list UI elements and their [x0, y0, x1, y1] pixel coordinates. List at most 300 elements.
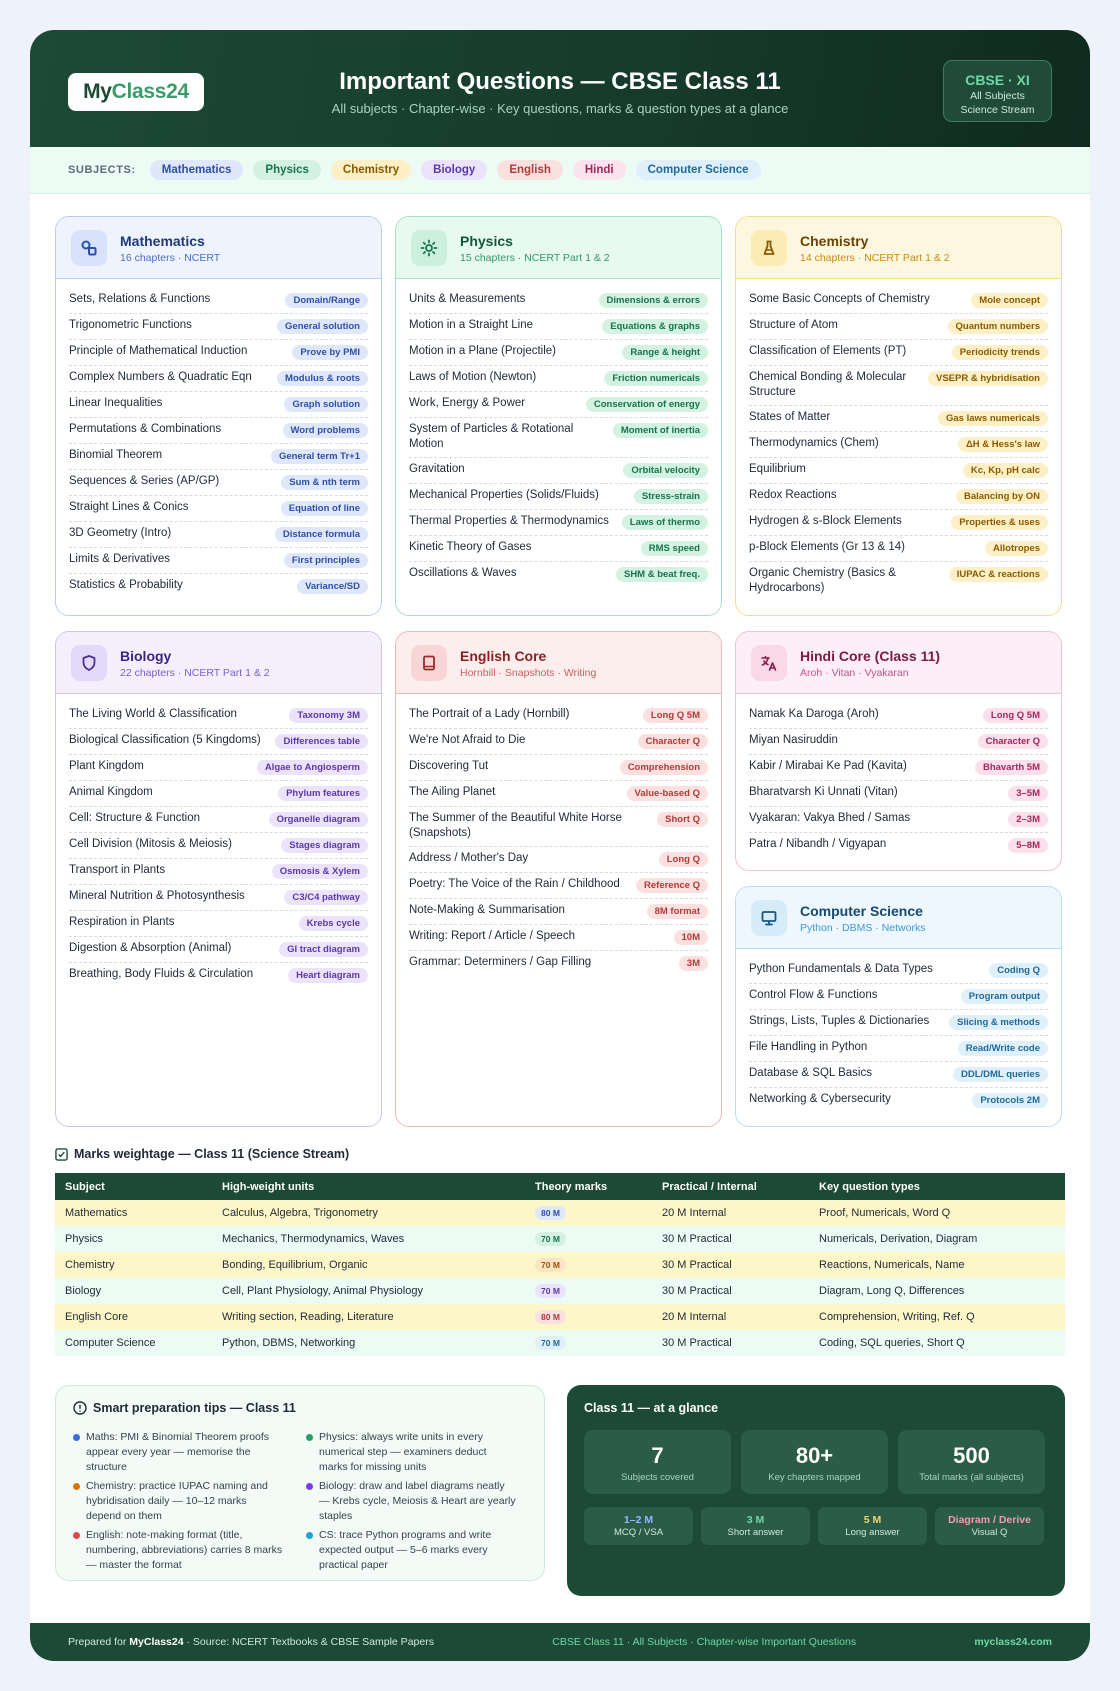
chapter-row [749, 562, 1048, 601]
bullet-dot-icon [73, 1434, 80, 1441]
cell-units: Bonding, Equilibrium, Organic [222, 1259, 368, 1271]
chapter-row [69, 807, 368, 833]
chapter-name: The Summer of the Beautiful White Horse (Snapshots) [409, 812, 622, 839]
cell-units: Cell, Plant Physiology, Animal Physiology [222, 1285, 423, 1297]
chapter-name: Transport in Plants [69, 864, 166, 876]
question-type-tag: ΔH & Hess's law [958, 437, 1048, 452]
bullet-dot-icon [306, 1483, 313, 1490]
question-type-tag: RMS speed [641, 541, 708, 556]
chapter-row [749, 288, 1048, 314]
chapter-row [69, 522, 368, 548]
chapter-row [69, 885, 368, 911]
chapter-row [409, 807, 708, 847]
question-type-tag: Distance formula [275, 527, 368, 542]
chapter-row [409, 418, 708, 458]
tip-item [73, 1479, 283, 1524]
chapter-row [69, 496, 368, 522]
card-title: Computer Science [800, 903, 923, 919]
question-type-tag: Osmosis & Xylem [272, 864, 368, 879]
mini-short: 3 M Short answer [701, 1507, 810, 1545]
cell-practical: 20 M Internal [662, 1311, 727, 1323]
chip-physics[interactable]: Physics [253, 160, 320, 180]
question-type-tag: Short Q [657, 812, 708, 827]
card-meta: Python · DBMS · Networks [800, 922, 926, 934]
question-type-tag: Mole concept [971, 293, 1048, 308]
chapter-name: Thermodynamics (Chem) [749, 437, 879, 449]
sun-atom-icon [411, 230, 447, 266]
stat-total-marks: 500 Total marks (all subjects) [898, 1430, 1045, 1494]
cell-units: Python, DBMS, Networking [222, 1337, 356, 1349]
question-type-tag: Differences table [275, 734, 368, 749]
cell-units: Writing section, Reading, Literature [222, 1311, 394, 1323]
tip-item [306, 1528, 516, 1573]
question-type-tag: Value-based Q [627, 786, 708, 801]
cell-subject: Mathematics [65, 1207, 128, 1219]
flask-icon [751, 230, 787, 266]
cell-types: Coding, SQL queries, Short Q [819, 1337, 965, 1349]
tip-text: English: note-making format (title, numbering, abbreviations) carries 8 marks — master the format [86, 1529, 283, 1571]
card-meta: 22 chapters · NCERT Part 1 & 2 [120, 667, 270, 679]
question-type-tag: Coding Q [989, 963, 1048, 978]
chapter-row [749, 458, 1048, 484]
col-subject: Subject [55, 1173, 212, 1200]
question-type-tag: Properties & uses [951, 515, 1048, 530]
question-type-tag: 3M [679, 956, 708, 971]
table-row [55, 1330, 1065, 1356]
footer [30, 1623, 1090, 1661]
col-practical: Practical / Internal [652, 1173, 809, 1200]
chapter-name: Poetry: The Voice of the Rain / Childhood [409, 878, 620, 890]
chapter-row [749, 340, 1048, 366]
chapter-name: States of Matter [749, 411, 831, 423]
chapter-name: Miyan Nasiruddin [749, 734, 838, 746]
card-english [395, 631, 722, 1127]
chapter-row [69, 574, 368, 600]
cell-practical: 30 M Practical [662, 1233, 732, 1245]
chapter-name: Permutations & Combinations [69, 423, 222, 435]
stat-chapters: 80+ Key chapters mapped [741, 1430, 888, 1494]
question-type-tag: Character Q [638, 734, 708, 749]
tip-text: Maths: PMI & Binomial Theorem proofs appear every year — memorise the structure [86, 1431, 270, 1473]
chapter-name: Oscillations & Waves [409, 567, 517, 579]
monitor-icon [751, 900, 787, 936]
chip-hindi[interactable]: Hindi [573, 160, 626, 180]
card-computer-science [735, 886, 1062, 1127]
chapter-row [749, 1062, 1048, 1088]
chapter-row [69, 937, 368, 963]
card-meta: 16 chapters · NCERT [120, 252, 221, 264]
cell-types: Reactions, Numericals, Name [819, 1259, 965, 1271]
bullet-dot-icon [306, 1532, 313, 1539]
chapter-row [409, 288, 708, 314]
chapter-name: Patra / Nibandh / Vigyapan [749, 838, 887, 850]
chip-chemistry[interactable]: Chemistry [331, 160, 411, 180]
card-biology [55, 631, 382, 1127]
tips-panel [55, 1385, 545, 1581]
question-type-tag: 5–8M [1008, 838, 1048, 853]
tips-title: Smart preparation tips — Class 11 [73, 1401, 296, 1415]
question-type-tag: Sum & nth term [281, 475, 368, 490]
chapter-row [749, 366, 1048, 406]
chapter-row [69, 911, 368, 937]
card-title: English Core [460, 648, 547, 664]
weightage-title: Marks weightage — Class 11 (Science Stream) [55, 1147, 349, 1161]
cell-subject: English Core [65, 1311, 128, 1323]
alert-circle-icon [73, 1401, 87, 1415]
bullet-dot-icon [306, 1434, 313, 1441]
question-type-tag: General solution [277, 319, 368, 334]
chapter-name: p-Block Elements (Gr 13 & 14) [749, 541, 905, 553]
question-type-tag: Laws of thermo [622, 515, 708, 530]
badge-title: CBSE · XI [965, 72, 1030, 88]
chapter-name: Note-Making & Summarisation [409, 904, 565, 916]
chapter-name: Motion in a Plane (Projectile) [409, 345, 557, 357]
chapter-row [409, 340, 708, 366]
question-type-tag: Character Q [978, 734, 1048, 749]
question-type-tag: Balancing by ON [956, 489, 1048, 504]
chapter-name: Chemical Bonding & Molecular Structure [749, 371, 907, 398]
chapter-row [749, 703, 1048, 729]
tip-text: Chemistry: practice IUPAC naming and hybridisation daily — 10–12 marks depend on them [86, 1480, 268, 1522]
chapter-row [69, 314, 368, 340]
chapter-name: Namak Ka Daroga (Aroh) [749, 708, 879, 720]
bullet-dot-icon [73, 1483, 80, 1490]
mini-visual: Diagram / Derive Visual Q [935, 1507, 1044, 1545]
question-type-tag: Long Q 5M [983, 708, 1048, 723]
chapter-name: Strings, Lists, Tuples & Dictionaries [749, 1015, 930, 1027]
chapter-row [409, 899, 708, 925]
tip-item [73, 1430, 283, 1475]
chapter-row [409, 314, 708, 340]
chapter-name: Mechanical Properties (Solids/Fluids) [409, 489, 599, 501]
chapter-row [749, 432, 1048, 458]
question-type-tag: Periodicity trends [952, 345, 1048, 360]
chapter-name: Kinetic Theory of Gases [409, 541, 532, 553]
chapter-name: Gravitation [409, 463, 465, 475]
table-row [55, 1304, 1065, 1330]
chapter-row [409, 366, 708, 392]
marks-badge: 70 M [535, 1336, 566, 1350]
footer-center: CBSE Class 11 · All Subjects · Chapter-wise Important Questions [552, 1636, 857, 1648]
chapter-row [409, 392, 708, 418]
footer-link[interactable]: myclass24.com [974, 1636, 1052, 1648]
chapter-name: Redox Reactions [749, 489, 837, 501]
checkbox-icon [55, 1148, 68, 1161]
chapter-name: Control Flow & Functions [749, 989, 878, 1001]
chapter-row [409, 847, 708, 873]
card-title: Hindi Core (Class 11) [800, 648, 941, 664]
cell-practical: 30 M Practical [662, 1285, 732, 1297]
chapter-name: Complex Numbers & Quadratic Eqn [69, 371, 252, 383]
chapter-row [749, 729, 1048, 755]
chapter-name: Binomial Theorem [69, 449, 163, 461]
card-header [56, 632, 381, 694]
chapter-name: Statistics & Probability [69, 579, 183, 591]
chapter-row [409, 755, 708, 781]
chapter-name: Hydrogen & s-Block Elements [749, 515, 902, 527]
chapter-row [749, 406, 1048, 432]
chapter-row [749, 1088, 1048, 1114]
chapter-name: Straight Lines & Conics [69, 501, 189, 513]
chapter-name: Grammar: Determiners / Gap Filling [409, 956, 592, 968]
question-type-tag: Long Q [659, 852, 708, 867]
chapter-row [749, 1036, 1048, 1062]
chapter-name: Organic Chemistry (Basics & Hydrocarbons) [749, 567, 896, 594]
question-type-tag: 8M format [647, 904, 708, 919]
chapter-name: Principle of Mathematical Induction [69, 345, 248, 357]
chapter-name: Address / Mother's Day [409, 852, 529, 864]
question-type-tag: IUPAC & reactions [949, 567, 1048, 582]
bullet-dot-icon [73, 1532, 80, 1539]
chapter-name: System of Particles & Rotational Motion [409, 423, 574, 450]
question-type-tag: Bhavarth 5M [975, 760, 1048, 775]
card-header [736, 887, 1061, 949]
chapter-row [409, 781, 708, 807]
tip-text: Biology: draw and label diagrams neatly — Krebs cycle, Meiosis & Heart are yearly staples [319, 1480, 516, 1522]
chapter-name: The Portrait of a Lady (Hornbill) [409, 708, 570, 720]
chapter-row [69, 548, 368, 574]
translate-icon [751, 645, 787, 681]
chapter-row [409, 510, 708, 536]
tip-item [306, 1479, 516, 1524]
chapter-name: Mineral Nutrition & Photosynthesis [69, 890, 245, 902]
chapter-name: Work, Energy & Power [409, 397, 526, 409]
question-type-tag: Gas laws numericals [938, 411, 1048, 426]
page-subtitle: All subjects · Chapter-wise · Key questions, marks & question types at a glance [331, 101, 789, 116]
chapter-list [736, 703, 1061, 859]
marks-badge: 70 M [535, 1258, 566, 1272]
tip-item [73, 1528, 283, 1573]
chapter-name: Trigonometric Functions [69, 319, 192, 331]
card-meta: Hornbill · Snapshots · Writing [460, 667, 597, 679]
question-type-tag: Organelle diagram [269, 812, 368, 827]
chapter-row [69, 781, 368, 807]
chapter-row [409, 484, 708, 510]
cell-practical: 30 M Practical [662, 1259, 732, 1271]
badge-line1: All Subjects [970, 90, 1025, 102]
chapter-name: Networking & Cybersecurity [749, 1093, 891, 1105]
chapter-row [69, 418, 368, 444]
question-type-tag: Equations & graphs [602, 319, 708, 334]
cell-types: Proof, Numericals, Word Q [819, 1207, 951, 1219]
chapter-name: Classification of Elements (PT) [749, 345, 907, 357]
chapter-name: Linear Inequalities [69, 397, 163, 409]
chapter-row [409, 925, 708, 951]
shapes-icon [71, 230, 107, 266]
chapter-list [56, 288, 381, 600]
question-type-tag: VSEPR & hybridisation [928, 371, 1048, 386]
chapter-row [749, 484, 1048, 510]
chapter-name: The Living World & Classification [69, 708, 237, 720]
shield-icon [71, 645, 107, 681]
question-type-tag: Word problems [283, 423, 369, 438]
chapter-row [69, 729, 368, 755]
chapter-name: Thermal Properties & Thermodynamics [409, 515, 609, 527]
card-title: Biology [120, 648, 172, 664]
question-type-tag: Quantum numbers [948, 319, 1048, 334]
question-type-tag: Program output [961, 989, 1048, 1004]
chapter-name: 3D Geometry (Intro) [69, 527, 172, 539]
col-theory: Theory marks [525, 1173, 652, 1200]
chapter-row [749, 781, 1048, 807]
table-row [55, 1200, 1065, 1226]
chapter-row [409, 873, 708, 899]
cell-types: Numericals, Derivation, Diagram [819, 1233, 978, 1245]
question-type-tag: Reference Q [636, 878, 708, 893]
cell-subject: Biology [65, 1285, 102, 1297]
question-type-tag: General term Tr+1 [271, 449, 368, 464]
chapter-row [409, 951, 708, 977]
footer-left: Prepared for MyClass24 · Source: NCERT Textbooks & CBSE Sample Papers [68, 1636, 434, 1648]
question-type-tag: Algae to Angiosperm [257, 760, 368, 775]
question-type-tag: Comprehension [620, 760, 708, 775]
chapter-name: Limits & Derivatives [69, 553, 170, 565]
chapter-row [749, 807, 1048, 833]
chapter-name: Digestion & Absorption (Animal) [69, 942, 232, 954]
question-type-tag: Moment of inertia [613, 423, 708, 438]
chapter-row [409, 562, 708, 588]
cell-subject: Computer Science [65, 1337, 156, 1349]
chapter-row [69, 392, 368, 418]
card-title: Physics [460, 233, 513, 249]
question-type-tag: C3/C4 pathway [284, 890, 368, 905]
question-type-tag: Heart diagram [288, 968, 368, 983]
page-title: Important Questions — CBSE Class 11 [339, 68, 781, 95]
chapter-name: Animal Kingdom [69, 786, 153, 798]
tip-text: Physics: always write units in every numerical step — examiners deduct marks for missing units [319, 1431, 487, 1473]
chapter-row [409, 536, 708, 562]
chapter-row [69, 859, 368, 885]
subjects-label: SUBJECTS: [68, 164, 136, 176]
chapter-name: File Handling in Python [749, 1041, 868, 1053]
chapter-row [749, 958, 1048, 984]
weightage-table [55, 1173, 1065, 1356]
card-meta: Aroh · Vitan · Vyakaran [800, 667, 909, 679]
subjects-strip [30, 147, 1090, 194]
card-header [736, 217, 1061, 279]
chapter-name: Bharatvarsh Ki Unnati (Vitan) [749, 786, 898, 798]
chapter-row [69, 444, 368, 470]
chapter-name: The Ailing Planet [409, 786, 496, 798]
chapter-name: Motion in a Straight Line [409, 319, 534, 331]
question-type-tag: Graph solution [284, 397, 368, 412]
marks-badge: 70 M [535, 1284, 566, 1298]
question-type-tag: Range & height [622, 345, 708, 360]
chapter-row [749, 510, 1048, 536]
chapter-row [69, 366, 368, 392]
question-type-tag: Allotropes [985, 541, 1048, 556]
marks-badge: 70 M [535, 1232, 566, 1246]
chapter-name: Vyakaran: Vakya Bhed / Samas [749, 812, 911, 824]
chapter-name: We're Not Afraid to Die [409, 734, 526, 746]
cell-practical: 30 M Practical [662, 1337, 732, 1349]
chapter-row [69, 470, 368, 496]
chapter-row [69, 755, 368, 781]
glance-title: Class 11 — at a glance [584, 1401, 719, 1415]
chapter-row [69, 703, 368, 729]
chapter-name: Laws of Motion (Newton) [409, 371, 537, 383]
question-type-tag: Phylum features [278, 786, 368, 801]
chapter-row [749, 755, 1048, 781]
card-physics [395, 216, 722, 616]
table-row [55, 1226, 1065, 1252]
question-type-tag: Friction numericals [604, 371, 708, 386]
stat-subjects: 7 Subjects covered [584, 1430, 731, 1494]
col-types: Key question types [809, 1173, 1065, 1200]
question-type-tag: 2–3M [1008, 812, 1048, 827]
chapter-row [749, 1010, 1048, 1036]
question-type-tag: Variance/SD [297, 579, 368, 594]
chapter-list [56, 703, 381, 989]
card-title: Chemistry [800, 233, 869, 249]
book-icon [411, 645, 447, 681]
tip-item [306, 1430, 516, 1475]
chip-biology[interactable]: Biology [421, 160, 487, 180]
cell-units: Calculus, Algebra, Trigonometry [222, 1207, 378, 1219]
question-type-tag: Equation of line [281, 501, 368, 516]
chapter-name: Database & SQL Basics [749, 1067, 872, 1079]
question-type-tag: First principles [284, 553, 368, 568]
question-type-tag: Conservation of energy [586, 397, 708, 412]
chapter-list [736, 288, 1061, 601]
question-type-tag: Orbital velocity [623, 463, 708, 478]
chapter-name: Writing: Report / Article / Speech [409, 930, 575, 942]
question-type-tag: Read/Write code [958, 1041, 1048, 1056]
chapter-row [409, 458, 708, 484]
chapter-list [736, 958, 1061, 1114]
question-type-tag: DDL/DML queries [953, 1067, 1048, 1082]
chapter-name: Respiration in Plants [69, 916, 175, 928]
card-hindi [735, 631, 1062, 871]
question-type-tag: Domain/Range [285, 293, 368, 308]
chapter-row [749, 833, 1048, 859]
chapter-list [396, 703, 721, 977]
chapter-row [749, 536, 1048, 562]
tip-text: CS: trace Python programs and write expected output — 5–6 marks every practical paper [319, 1529, 492, 1571]
chapter-name: Kabir / Mirabai Ke Pad (Kavita) [749, 760, 907, 772]
header [30, 30, 1090, 147]
question-type-tag: Taxonomy 3M [289, 708, 368, 723]
chapter-name: Discovering Tut [409, 760, 489, 772]
chip-english[interactable]: English [497, 160, 563, 180]
table-row [55, 1252, 1065, 1278]
mini-long: 5 M Long answer [818, 1507, 927, 1545]
mini-mcq: 1–2 M MCQ / VSA [584, 1507, 693, 1545]
chapter-name: Biological Classification (5 Kingdoms) [69, 734, 261, 746]
class-badge [943, 60, 1052, 122]
card-header [736, 632, 1061, 694]
page [30, 30, 1090, 1661]
chapter-name: Sequences & Series (AP/GP) [69, 475, 220, 487]
card-header [396, 217, 721, 279]
chip-computer-science[interactable]: Computer Science [636, 160, 761, 180]
cell-subject: Physics [65, 1233, 103, 1245]
question-type-tag: Stress-strain [634, 489, 708, 504]
marks-badge: 80 M [535, 1310, 566, 1324]
glance-panel [567, 1385, 1065, 1596]
chapter-row [69, 833, 368, 859]
chapter-row [749, 984, 1048, 1010]
chapter-list [396, 288, 721, 588]
question-type-tag: SHM & beat freq. [616, 567, 708, 582]
question-type-tag: Modulus & roots [277, 371, 368, 386]
logo[interactable]: My Class24 [68, 73, 204, 111]
question-type-tag: Dimensions & errors [599, 293, 708, 308]
table-row [55, 1278, 1065, 1304]
chapter-row [69, 340, 368, 366]
marks-badge: 80 M [535, 1206, 566, 1220]
chip-mathematics[interactable]: Mathematics [150, 160, 244, 180]
